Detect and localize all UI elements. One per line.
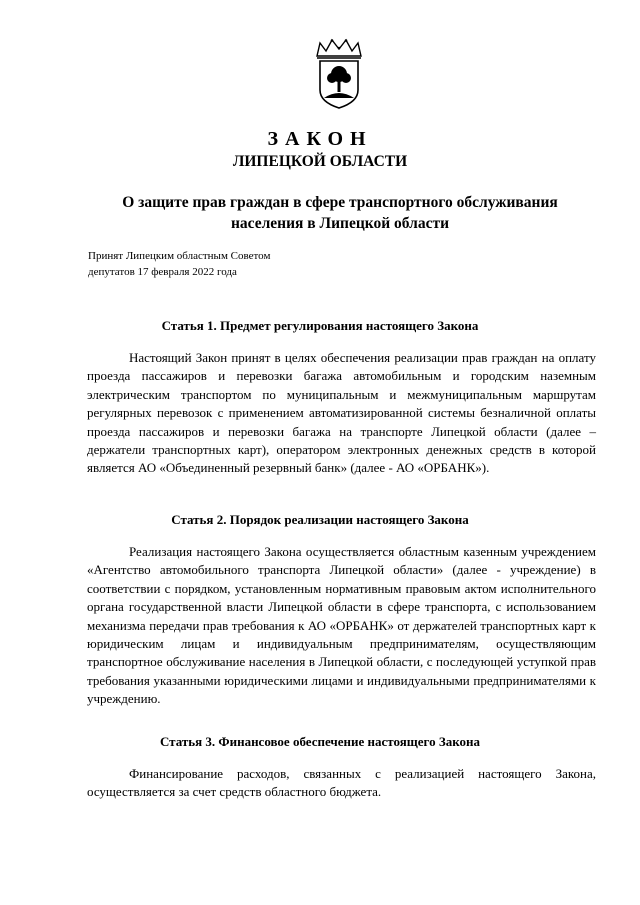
document-title-line-1: О защите прав граждан в сфере транспортного обслуживания [122,194,558,211]
document-title-line-2: населения в Липецкой области [230,215,450,232]
region-title: ЛИПЕЦКОЙ ОБЛАСТИ [232,153,408,170]
article-2-text: Реализация настоящего Закона осуществляется областным казенным учреждением «Агентство автомобильного транспорта Липецкой области» (далее - учреждение) в соответствии с порядком, установленным нормативным правовым актом исполнительного органа государственной власти Липецкой области в сфере транспорта, с использованием механизма передачи прав требования к АО «ОРБАНК» от держателей транспортных карт к юридическим лицам и индивидуальным предпринимателям, осуществляющим транспортное обслуживание населения в Липецкой области, с последующей уступкой прав требования указанными юридическими лицами и индивидуальными предпринимателями к учреждению. [87,544,596,707]
adoption-note-line-2: депутатов 17 февраля 2022 года [88,266,237,278]
article-2-heading: Статья 2. Порядок реализации настоящего Закона [171,512,469,527]
article-1-text: Настоящий Закон принят в целях обеспечения реализации прав граждан на оплату проезда пассажиров и перевозки багажа автомобильным и городским наземным электрическим транспортом по муниципальным и межмуниципальным маршрутам регулярных перевозок с применением автоматизированной системы безналичной оплаты проезда пассажиров и перевозки багажа на транспорте Липецкой области (далее – держатели транспортных карт), оператором электронных денежных средств в которой является АО «Объединенный резервный банк» (далее - АО «ОРБАНК»). [87,350,596,476]
article-3-heading: Статья 3. Финансовое обеспечение настоящего Закона [159,734,481,749]
document-title [80,192,600,234]
law-title: ЗАКОН [267,128,373,150]
adoption-note [88,248,388,280]
lipetsk-oblast-coat-of-arms-icon [311,38,367,110]
adoption-note-line-1: Принят Липецким областным Советом [88,250,271,262]
article-3-text: Финансирование расходов, связанных с реализацией настоящего Закона, осуществляется за счет средств областного бюджета. [87,766,596,800]
article-1-heading: Статья 1. Предмет регулирования настоящего Закона [161,318,479,333]
